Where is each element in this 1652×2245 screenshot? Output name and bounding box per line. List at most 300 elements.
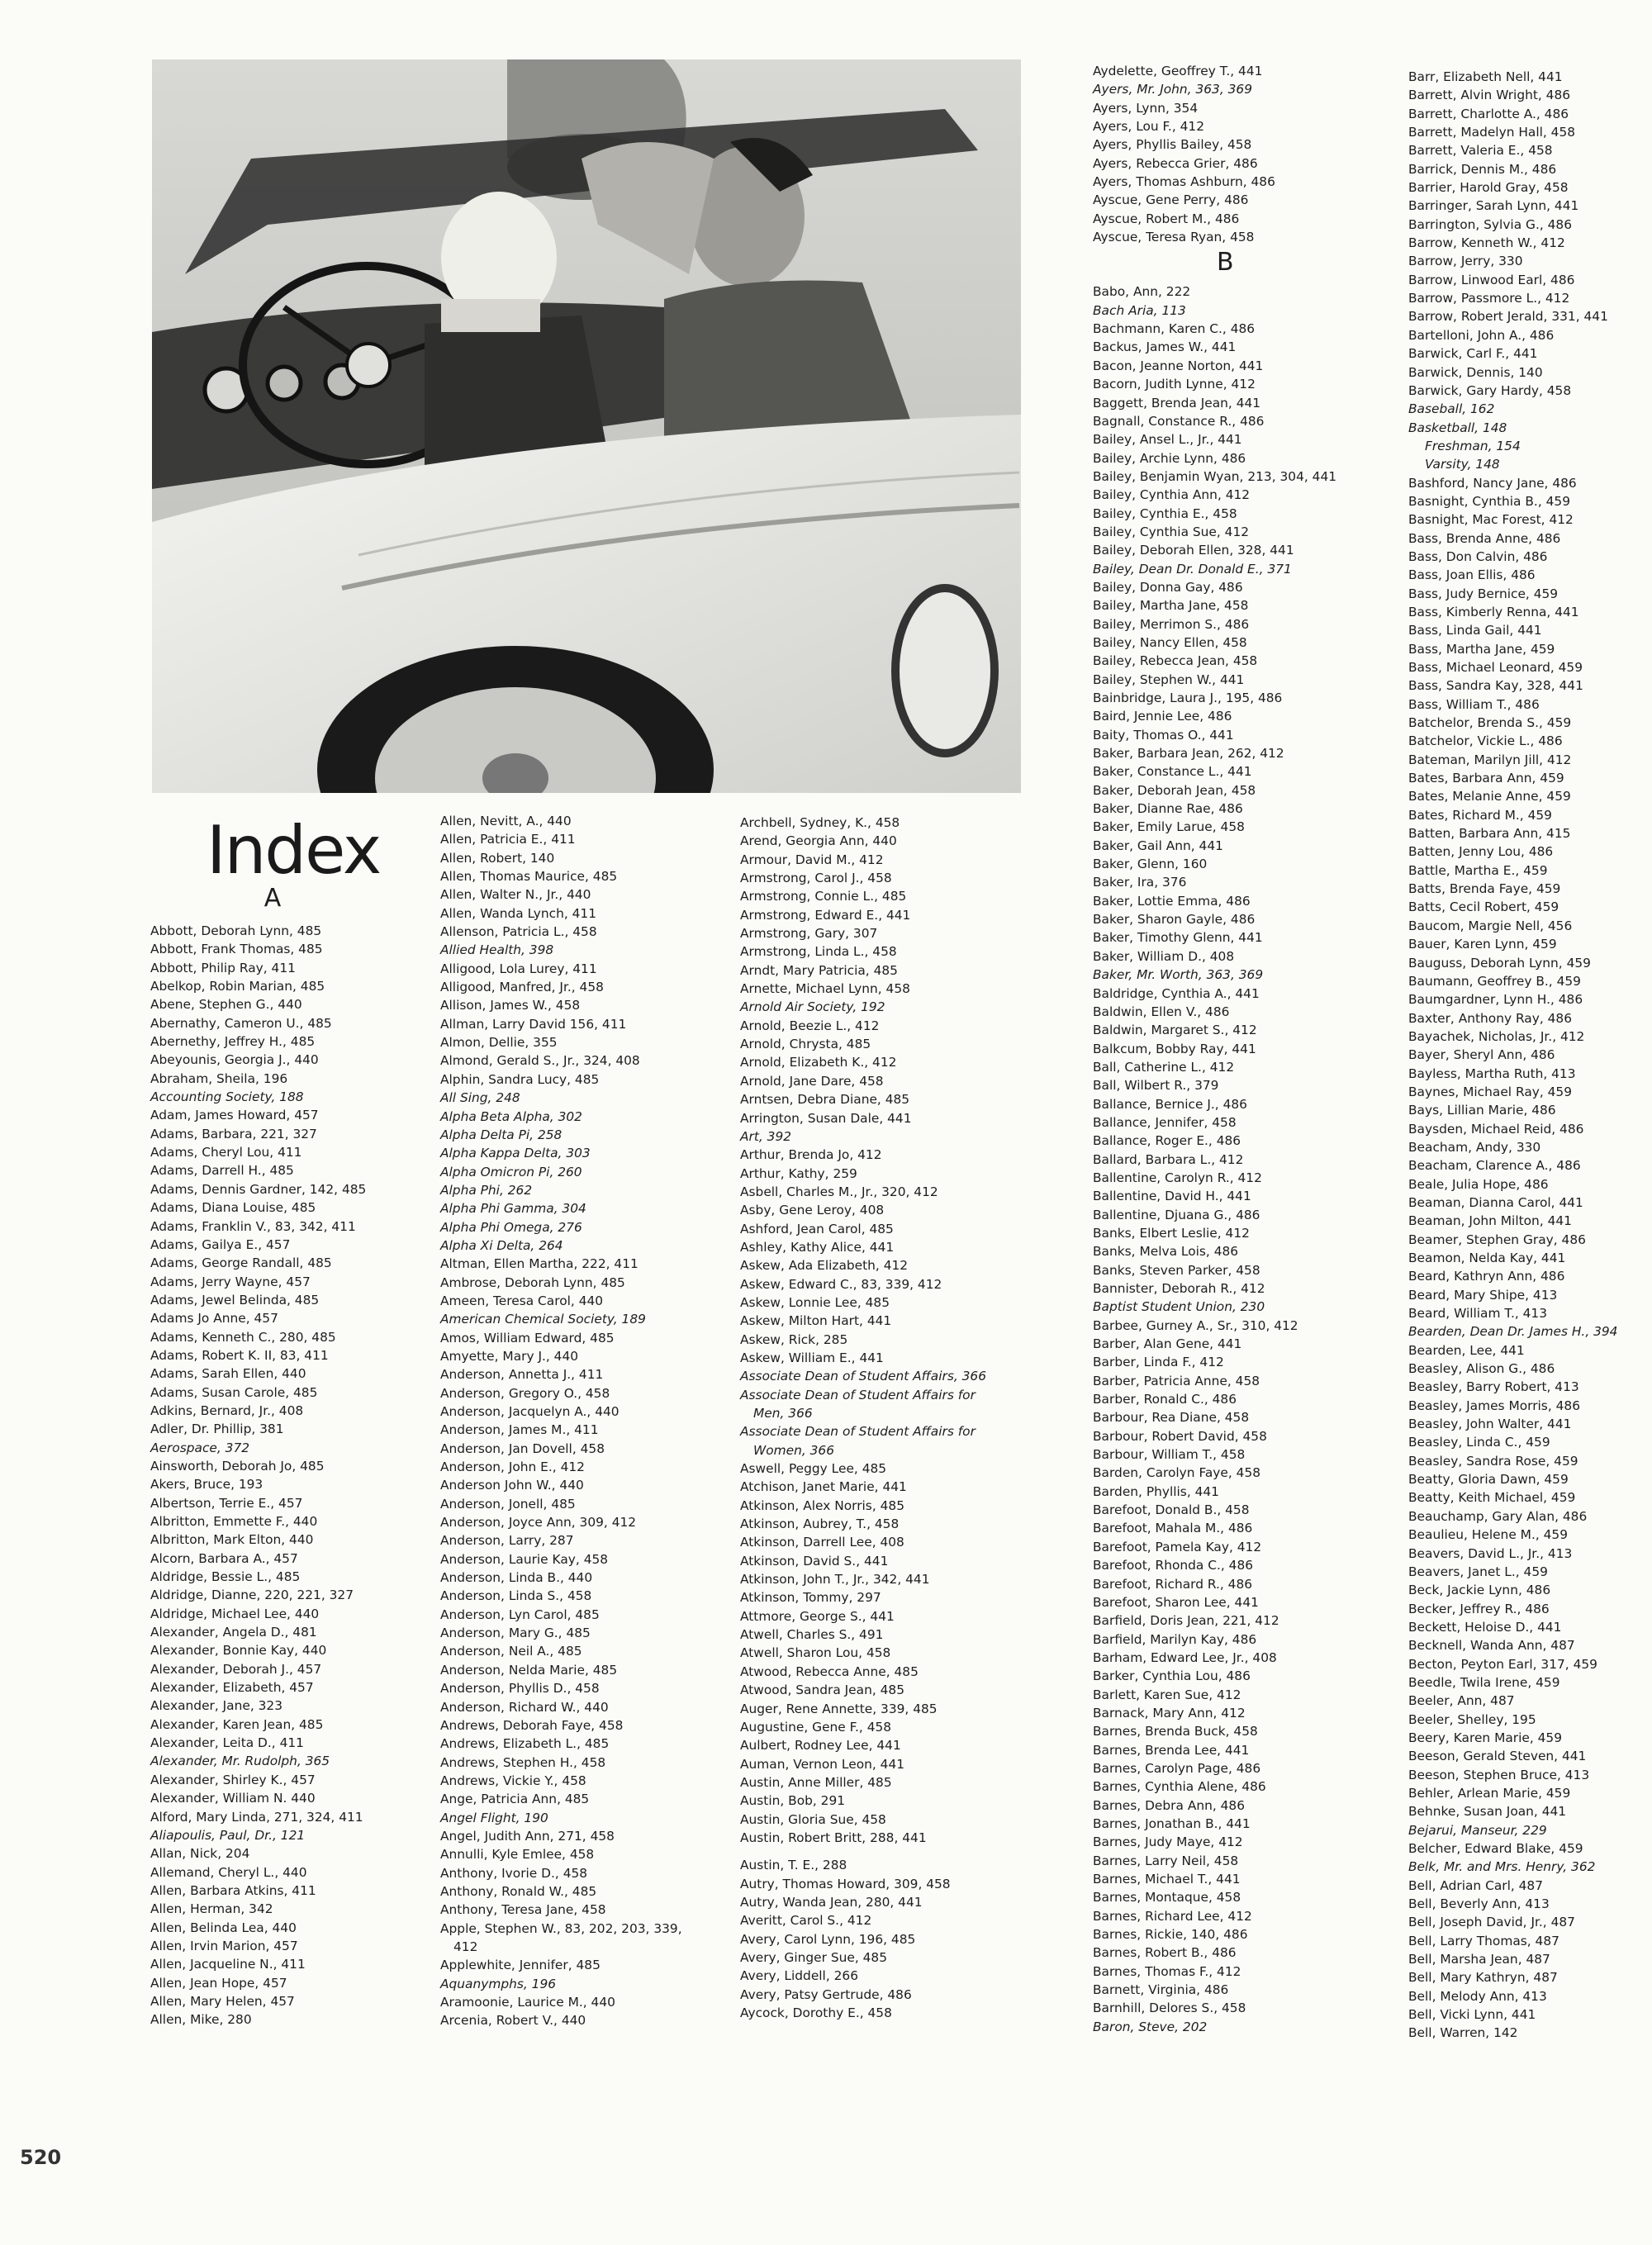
index-entry: Baucom, Margie Nell, 456 [1408, 918, 1573, 933]
index-entry: Allen, Walter N., Jr., 440 [440, 887, 591, 903]
index-entry: Ayers, Rebecca Grier, 486 [1093, 155, 1258, 171]
index-entry: Baxter, Anthony Ray, 486 [1408, 1010, 1573, 1026]
section-letter-b: B [1217, 248, 1234, 278]
index-entry: Barrett, Valeria E., 458 [1408, 143, 1553, 159]
index-entry: Anderson, Jacquelyn A., 440 [440, 1404, 620, 1419]
index-entry: Aswell, Peggy Lee, 485 [740, 1461, 887, 1477]
index-entry: Beeler, Ann, 487 [1408, 1693, 1515, 1709]
index-entry: Baumgardner, Lynn H., 486 [1408, 992, 1583, 1008]
index-entry: Arthur, Brenda Jo, 412 [740, 1147, 882, 1163]
index-entry: Allan, Nick, 204 [150, 1846, 250, 1862]
index-entry: Bauguss, Deborah Lynn, 459 [1408, 955, 1591, 971]
index-entry: Bass, Judy Bernice, 459 [1408, 586, 1559, 601]
index-entry: Ball, Wilbert R., 379 [1093, 1078, 1219, 1094]
index-entry: Barnes, Larry Neil, 458 [1093, 1853, 1239, 1868]
index-entry: 412 [453, 1939, 478, 1954]
index-entry: Allemand, Cheryl L., 440 [150, 1864, 307, 1880]
index-entry: Altman, Ellen Martha, 222, 411 [440, 1256, 638, 1272]
index-entry: Arnold, Elizabeth K., 412 [740, 1055, 897, 1070]
index-entry: Arnold, Chrysta, 485 [740, 1037, 871, 1052]
index-entry: Bayer, Sheryl Ann, 486 [1408, 1047, 1555, 1063]
index-entry: Beatty, Keith Michael, 459 [1408, 1490, 1576, 1506]
index-entry: Baldwin, Margaret S., 412 [1093, 1023, 1257, 1038]
index-entry: Barefoot, Rhonda C., 486 [1093, 1558, 1254, 1573]
index-entry: Anderson, Richard W., 440 [440, 1699, 609, 1715]
index-entry: Bailey, Stephen W., 441 [1093, 672, 1245, 687]
index-entry: Atwell, Charles S., 491 [740, 1627, 884, 1643]
index-entry: Bailey, Merrimon S., 486 [1093, 616, 1250, 632]
index-entry: Anderson, James M., 411 [440, 1422, 599, 1438]
index-entry: Bell, Larry Thomas, 487 [1408, 1933, 1559, 1948]
index-entry: Ballance, Bernice J., 486 [1093, 1096, 1247, 1112]
index-entry: Barefoot, Mahala M., 486 [1093, 1521, 1253, 1536]
index-entry: Aerospace, 372 [150, 1440, 250, 1455]
index-entry: Bearden, Dean Dr. James H., 394 [1408, 1324, 1618, 1340]
index-entry: Arndt, Mary Patricia, 485 [740, 962, 898, 978]
index-entry: Barefoot, Pamela Kay, 412 [1093, 1539, 1262, 1554]
index-entry: Associate Dean of Student Affairs for [740, 1387, 976, 1403]
index-entry: Ayers, Lou F., 412 [1093, 119, 1204, 135]
index-entry: Adams, George Randall, 485 [150, 1255, 332, 1271]
index-entry: Arntsen, Debra Diane, 485 [740, 1092, 910, 1108]
index-entry: Asby, Gene Leroy, 408 [740, 1203, 885, 1218]
index-entry: Ange, Patricia Ann, 485 [440, 1792, 590, 1807]
index-entry: Andrews, Stephen H., 458 [440, 1754, 606, 1770]
index-entry: Alpha Phi Omega, 276 [440, 1219, 582, 1235]
index-entry: Bagnall, Constance R., 486 [1093, 413, 1265, 429]
index-entry: Apple, Stephen W., 83, 202, 203, 339, [440, 1920, 682, 1936]
index-entry: Barnes, Carolyn Page, 486 [1093, 1760, 1261, 1776]
index-entry: Freshman, 154 [1425, 438, 1521, 453]
index-entry: Barnes, Robert B., 486 [1093, 1945, 1237, 1961]
index-entry: Beery, Karen Marie, 459 [1408, 1730, 1563, 1745]
index-entry: Barrett, Charlotte A., 486 [1408, 106, 1569, 121]
index-entry: Barrington, Sylvia G., 486 [1408, 216, 1573, 232]
index-entry: Alphin, Sandra Lucy, 485 [440, 1071, 600, 1087]
index-entry: Allman, Larry David 156, 411 [440, 1016, 627, 1032]
index-entry: Alexander, Bonnie Kay, 440 [150, 1643, 327, 1659]
index-entry: Barham, Edward Lee, Jr., 408 [1093, 1649, 1277, 1665]
index-entry: Barnes, Brenda Buck, 458 [1093, 1724, 1258, 1740]
index-entry: Banks, Steven Parker, 458 [1093, 1262, 1260, 1278]
index-entry: Atwell, Sharon Lou, 458 [740, 1645, 891, 1661]
index-entry: Baggett, Brenda Jean, 441 [1093, 395, 1261, 411]
index-entry: Allen, Herman, 342 [150, 1901, 273, 1917]
index-entry: Barrett, Alvin Wright, 486 [1408, 88, 1571, 103]
photo-convertible-car-icon [152, 59, 1021, 793]
index-entry: Archbell, Sydney, K., 458 [740, 815, 900, 830]
index-entry: Auman, Vernon Leon, 441 [740, 1756, 905, 1772]
index-entry: Angel, Judith Ann, 271, 458 [440, 1828, 615, 1844]
index-entry: Alpha Xi Delta, 264 [440, 1237, 563, 1253]
index-entry: Beasley, John Walter, 441 [1408, 1417, 1572, 1432]
index-entry: Austin, Bob, 291 [740, 1793, 846, 1809]
index-entry: Atkinson, Aubrey, T., 458 [740, 1516, 900, 1532]
index-entry: Beard, Kathryn Ann, 486 [1408, 1269, 1565, 1284]
index-entry: Bashford, Nancy Jane, 486 [1408, 475, 1577, 491]
index-entry: Battle, Martha E., 459 [1408, 862, 1548, 878]
index-entry: Barrow, Passmore L., 412 [1408, 291, 1570, 306]
index-entry: Aldridge, Bessie L., 485 [150, 1569, 301, 1585]
index-entry: Barwick, Carl F., 441 [1408, 346, 1538, 362]
index-entry: Bacon, Jeanne Norton, 441 [1093, 358, 1264, 373]
index-entry: Men, 366 [753, 1406, 813, 1421]
index-entry: Allen, Mike, 280 [150, 2012, 252, 2028]
index-entry: Auger, Rene Annette, 339, 485 [740, 1701, 938, 1716]
index-entry: Adams, Diana Louise, 485 [150, 1200, 316, 1216]
index-entry: Belk, Mr. and Mrs. Henry, 362 [1408, 1859, 1596, 1875]
index-entry: All Sing, 248 [440, 1090, 520, 1106]
index-entry: Bass, Kimberly Renna, 441 [1408, 604, 1579, 619]
index-entry: Anderson, Jonell, 485 [440, 1496, 576, 1512]
index-entry: Baker, Glenn, 160 [1093, 857, 1208, 872]
index-entry: Batchelor, Brenda S., 459 [1408, 715, 1572, 731]
index-entry: Barbour, Robert David, 458 [1093, 1428, 1267, 1444]
index-entry: Basnight, Cynthia B., 459 [1408, 493, 1570, 509]
index-entry: Bass, Sandra Kay, 328, 441 [1408, 678, 1583, 694]
index-entry: Baker, Dianne Rae, 486 [1093, 801, 1243, 817]
index-entry: Aquanymphs, 196 [440, 1976, 557, 1991]
index-entry: Barker, Cynthia Lou, 486 [1093, 1668, 1251, 1684]
index-entry: Anderson, Jan Dovell, 458 [440, 1441, 605, 1456]
index-entry: Alexander, Shirley K., 457 [150, 1772, 316, 1787]
index-entry: Askew, Ada Elizabeth, 412 [740, 1258, 909, 1274]
index-entry: Bejarui, Manseur, 229 [1408, 1822, 1547, 1838]
index-entry: Autry, Thomas Howard, 309, 458 [740, 1876, 951, 1891]
index-entry: Aramoonie, Laurice M., 440 [440, 1995, 615, 2010]
index-entry: Armstrong, Gary, 307 [740, 926, 878, 942]
index-entry: Barnes, Thomas F., 412 [1093, 1963, 1241, 1979]
index-entry: Arnold, Beezie L., 412 [740, 1018, 880, 1033]
index-entry: Bailey, Martha Jane, 458 [1093, 598, 1249, 614]
index-entry: Andrews, Deborah Faye, 458 [440, 1717, 624, 1733]
index-entry: Abbott, Philip Ray, 411 [150, 960, 296, 975]
index-entry: Beamon, Nelda Kay, 441 [1408, 1251, 1566, 1265]
index-entry: Alford, Mary Linda, 271, 324, 411 [150, 1809, 363, 1825]
index-entry: Anderson, Phyllis D., 458 [440, 1681, 600, 1697]
index-entry: Belcher, Edward Blake, 459 [1408, 1841, 1583, 1856]
index-entry: Alexander, Jane, 323 [150, 1698, 283, 1714]
index-entry: Bell, Marsha Jean, 487 [1408, 1952, 1550, 1967]
index-entry: Avery, Carol Lynn, 196, 485 [740, 1931, 916, 1947]
index-entry: Allen, Barbara Atkins, 411 [150, 1882, 316, 1898]
index-entry: Bays, Lillian Marie, 486 [1408, 1103, 1556, 1118]
index-entry: Barnes, Cynthia Alene, 486 [1093, 1779, 1266, 1795]
index-entry: Alexander, Angela D., 481 [150, 1625, 317, 1640]
index-entry: Adams, Jewel Belinda, 485 [150, 1292, 320, 1308]
index-entry: Applewhite, Jennifer, 485 [440, 1958, 601, 1973]
index-entry: Ballance, Jennifer, 458 [1093, 1114, 1237, 1130]
index-entry: Bass, William T., 486 [1408, 696, 1540, 712]
index-entry: Ayers, Thomas Ashburn, 486 [1093, 174, 1275, 190]
index-entry: Andrews, Elizabeth L., 485 [440, 1736, 610, 1752]
index-entry: Atkinson, Tommy, 297 [740, 1590, 881, 1606]
index-entry: Abeyounis, Georgia J., 440 [150, 1052, 319, 1068]
index-entry: Arcenia, Robert V., 440 [440, 2013, 586, 2029]
index-entry: Aycock, Dorothy E., 458 [740, 2005, 892, 2020]
index-entry: Banks, Melva Lois, 486 [1093, 1244, 1239, 1260]
index-entry: Albritton, Mark Elton, 440 [150, 1532, 314, 1548]
index-entry: Adams, Franklin V., 83, 342, 411 [150, 1218, 356, 1234]
index-entry: Bell, Melody Ann, 413 [1408, 1988, 1547, 2004]
index-entry: Women, 366 [753, 1442, 835, 1458]
index-entry: American Chemical Society, 189 [440, 1312, 646, 1327]
index-entry: Barefoot, Sharon Lee, 441 [1093, 1594, 1259, 1610]
index-entry: Art, 392 [740, 1128, 792, 1144]
index-entry: Bayachek, Nicholas, Jr., 412 [1408, 1028, 1585, 1044]
index-entry: Barbour, Rea Diane, 458 [1093, 1410, 1250, 1426]
convertible-car-photo [152, 59, 1021, 793]
index-entry: Barnes, Judy Maye, 412 [1093, 1834, 1243, 1850]
index-entry: Askew, William E., 441 [740, 1350, 884, 1365]
index-entry: Accounting Society, 188 [150, 1089, 304, 1105]
index-entry: Anthony, Ivorie D., 458 [440, 1865, 588, 1881]
index-entry: Barber, Linda F., 412 [1093, 1355, 1224, 1370]
index-entry: Bailey, Cynthia E., 458 [1093, 505, 1237, 521]
index-entry: Bearden, Lee, 441 [1408, 1342, 1525, 1358]
section-letter-a: A [263, 884, 282, 913]
index-entry: Barefoot, Donald B., 458 [1093, 1502, 1250, 1518]
index-entry: Ashford, Jean Carol, 485 [740, 1221, 894, 1236]
index-entry: Barrett, Madelyn Hall, 458 [1408, 125, 1576, 140]
index-column-5 [1408, 68, 1617, 2043]
index-entry: Allen, Patricia E., 411 [440, 832, 576, 847]
index-entry: Allen, Nevitt, A., 440 [440, 814, 572, 828]
index-entry: Allen, Thomas Maurice, 485 [440, 869, 618, 885]
index-entry: Becknell, Wanda Ann, 487 [1408, 1638, 1575, 1654]
index-entry: Alpha Delta Pi, 258 [440, 1127, 563, 1142]
index-entry: Barnes, Rickie, 140, 486 [1093, 1927, 1248, 1943]
index-entry: Barber, Ronald C., 486 [1093, 1392, 1237, 1407]
index-entry: Andrews, Vickie Y., 458 [440, 1773, 586, 1788]
index-entry: Batts, Cecil Robert, 459 [1408, 899, 1559, 915]
index-entry: Barrow, Linwood Earl, 486 [1408, 272, 1575, 287]
index-entry: Aldridge, Michael Lee, 440 [150, 1606, 320, 1621]
index-entry: Bailey, Cynthia Sue, 412 [1093, 524, 1250, 539]
index-entry: Bayless, Martha Ruth, 413 [1408, 1066, 1576, 1081]
index-entry: Bates, Barbara Ann, 459 [1408, 771, 1564, 786]
index-column-1 [150, 922, 366, 2029]
index-entry: Avery, Liddell, 266 [740, 1968, 858, 1984]
index-entry: Anderson, Neil A., 485 [440, 1644, 582, 1659]
index-entry: Adkins, Bernard, Jr., 408 [150, 1403, 304, 1418]
index-entry: Bauer, Karen Lynn, 459 [1408, 937, 1557, 952]
index-entry: Attmore, George S., 441 [740, 1608, 895, 1624]
index-entry: Behnke, Susan Joan, 441 [1408, 1804, 1567, 1820]
index-entry: Austin, T. E., 288 [740, 1858, 847, 1873]
index-entry: Abbott, Frank Thomas, 485 [150, 942, 323, 957]
index-entry: Barrick, Dennis M., 486 [1408, 161, 1557, 177]
index-entry: Behler, Arlean Marie, 459 [1408, 1785, 1571, 1801]
index-entry: Batts, Brenda Faye, 459 [1408, 881, 1561, 897]
index-entry: Beasley, Linda C., 459 [1408, 1435, 1550, 1450]
index-entry: Beasley, Barry Robert, 413 [1408, 1379, 1579, 1395]
index-entry: Atwood, Rebecca Anne, 485 [740, 1664, 919, 1679]
index-entry: Bateman, Marilyn Jill, 412 [1408, 752, 1572, 767]
index-entry: Baldridge, Cynthia A., 441 [1093, 985, 1260, 1001]
index-entry: Barefoot, Richard R., 486 [1093, 1576, 1253, 1592]
index-entry: Atkinson, Darrell Lee, 408 [740, 1535, 904, 1550]
index-entry: Arend, Georgia Ann, 440 [740, 833, 897, 849]
index-entry: Austin, Gloria Sue, 458 [740, 1811, 886, 1827]
index-entry: Bass, Don Calvin, 486 [1408, 548, 1548, 564]
index-entry: Anderson, Larry, 287 [440, 1533, 574, 1549]
index-entry: Barden, Phyllis, 441 [1093, 1483, 1219, 1499]
index-entry: Barnes, Richard Lee, 412 [1093, 1908, 1252, 1924]
index-entry: Baker, Constance L., 441 [1093, 764, 1252, 780]
index-entry: Abernethy, Jeffrey H., 485 [150, 1034, 316, 1050]
index-entry: Anderson, Mary G., 485 [440, 1626, 591, 1641]
index-entry: Anderson, Lyn Carol, 485 [440, 1607, 600, 1622]
index-entry: Beaman, John Milton, 441 [1408, 1213, 1572, 1229]
index-entry: Beck, Jackie Lynn, 486 [1408, 1583, 1551, 1598]
index-entry: Baker, Deborah Jean, 458 [1093, 782, 1256, 798]
index-entry: Anderson, Linda S., 458 [440, 1588, 592, 1604]
index-entry: Adams, Darrell H., 485 [150, 1163, 294, 1179]
index-entry: Allen, Robert, 140 [440, 850, 555, 866]
index-entry: Ballance, Roger E., 486 [1093, 1133, 1241, 1149]
index-entry: Barnes, Montaque, 458 [1093, 1890, 1241, 1906]
index-entry: Beard, William T., 413 [1408, 1306, 1547, 1322]
index-entry: Alligood, Lola Lurey, 411 [440, 961, 597, 976]
index-entry: Basnight, Mac Forest, 412 [1408, 512, 1574, 528]
index-entry: Bailey, Cynthia Ann, 412 [1093, 487, 1251, 503]
index-entry: Ambrose, Deborah Lynn, 485 [440, 1274, 625, 1290]
index-entry: Allen, Wanda Lynch, 411 [440, 905, 596, 921]
index-entry: Beavers, Janet L., 459 [1408, 1564, 1548, 1579]
index-entry: Beedle, Twila Irene, 459 [1408, 1674, 1560, 1690]
index-entry: Bailey, Rebecca Jean, 458 [1093, 653, 1258, 669]
index-entry: Avery, Patsy Gertrude, 486 [740, 1986, 912, 2002]
index-entry: Barber, Alan Gene, 441 [1093, 1336, 1242, 1352]
index-entry: Angel Flight, 190 [440, 1810, 548, 1825]
index-entry: Bates, Melanie Anne, 459 [1408, 789, 1571, 804]
index-entry: Beasley, James Morris, 486 [1408, 1398, 1580, 1413]
index-entry: Anderson, Gregory O., 458 [440, 1385, 610, 1401]
index-entry: Allison, James W., 458 [440, 998, 581, 1013]
index-entry: Austin, Robert Britt, 288, 441 [740, 1830, 927, 1845]
index-entry: Varsity, 148 [1425, 457, 1500, 472]
index-entry: Barrow, Kenneth W., 412 [1408, 235, 1565, 251]
index-entry: Atchison, Janet Marie, 441 [740, 1479, 907, 1495]
index-entry: Becker, Jeffrey R., 486 [1408, 1601, 1550, 1616]
index-entry: Barr, Elizabeth Nell, 441 [1408, 69, 1563, 84]
index-entry: Beeler, Shelley, 195 [1408, 1711, 1536, 1727]
index-entry: Barrow, Jerry, 330 [1408, 254, 1523, 269]
index-entry: Bartelloni, John A., 486 [1408, 327, 1555, 343]
index-entry: Barber, Patricia Anne, 458 [1093, 1373, 1260, 1388]
index-entry: Baseball, 162 [1408, 401, 1495, 417]
index-entry: Allenson, Patricia L., 458 [440, 924, 597, 940]
index-entry: Barnes, Michael T., 441 [1093, 1872, 1241, 1887]
index-entry: Bailey, Benjamin Wyan, 213, 304, 441 [1093, 468, 1337, 484]
index-entry: Allen, Jean Hope, 457 [150, 1975, 287, 1991]
index-entry: Bates, Richard M., 459 [1408, 807, 1552, 823]
index-entry: Atkinson, John T., Jr., 342, 441 [740, 1572, 930, 1588]
index-entry: Adams Jo Anne, 457 [150, 1311, 278, 1327]
index-entry: Anderson, Laurie Kay, 458 [440, 1551, 609, 1567]
index-entry: Beard, Mary Shipe, 413 [1408, 1287, 1558, 1303]
index-entry: Bailey, Nancy Ellen, 458 [1093, 634, 1247, 650]
index-entry: Baker, William D., 408 [1093, 948, 1235, 964]
index-entry: Bachmann, Karen C., 486 [1093, 321, 1256, 337]
index-entry: Bass, Brenda Anne, 486 [1408, 530, 1561, 546]
index-entry: Adams, Dennis Gardner, 142, 485 [150, 1181, 367, 1197]
index-entry: Atkinson, David S., 441 [740, 1553, 889, 1569]
index-entry: Ayscue, Robert M., 486 [1093, 211, 1240, 226]
index-entry: Barnes, Debra Ann, 486 [1093, 1797, 1246, 1813]
index-entry: Bass, Michael Leonard, 459 [1408, 660, 1583, 675]
index-entry: Anderson, Annetta J., 411 [440, 1367, 604, 1383]
index-entry: Askew, Lonnie Lee, 485 [740, 1294, 890, 1310]
index-entry: Barwick, Gary Hardy, 458 [1408, 382, 1572, 398]
index-entry: Barlett, Karen Sue, 412 [1093, 1687, 1241, 1702]
index-entry: Baity, Thomas O., 441 [1093, 727, 1234, 743]
index-entry: Batchelor, Vickie L., 486 [1408, 733, 1563, 749]
index-entry: Batten, Jenny Lou, 486 [1408, 844, 1554, 860]
index-entry: Barfield, Marilyn Kay, 486 [1093, 1631, 1257, 1647]
index-entry: Baron, Steve, 202 [1093, 2019, 1208, 2034]
index-entry: Atwood, Sandra Jean, 485 [740, 1683, 904, 1698]
index-entry: Beacham, Clarence A., 486 [1408, 1158, 1581, 1174]
index-entry: Alpha Phi, 262 [440, 1182, 533, 1198]
index-entry: Ayers, Mr. John, 363, 369 [1093, 82, 1252, 97]
index-entry: Autry, Wanda Jean, 280, 441 [740, 1894, 923, 1910]
index-entry: Barbee, Gurney A., Sr., 310, 412 [1093, 1317, 1298, 1333]
index-entry: Allen, Mary Helen, 457 [150, 1993, 295, 2009]
index-entry: Baker, Lottie Emma, 486 [1093, 893, 1251, 909]
index-entry: Augustine, Gene F., 458 [740, 1719, 892, 1735]
index-entry: Alligood, Manfred, Jr., 458 [440, 980, 604, 995]
index-entry: Baker, Sharon Gayle, 486 [1093, 912, 1256, 928]
index-entry: Arrington, Susan Dale, 441 [740, 1110, 912, 1126]
index-entry: Ballard, Barbara L., 412 [1093, 1151, 1244, 1167]
index-entry: Bass, Joan Ellis, 486 [1408, 567, 1536, 583]
index-entry: Adams, Robert K. II, 83, 411 [150, 1347, 329, 1363]
index-entry: Beatty, Gloria Dawn, 459 [1408, 1472, 1569, 1488]
index-entry: Ballentine, David H., 441 [1093, 1189, 1251, 1204]
index-entry: Arnette, Michael Lynn, 458 [740, 981, 910, 997]
index-entry: Barnett, Virginia, 486 [1093, 1982, 1229, 1998]
index-title: Index [206, 812, 381, 889]
index-entry: Avery, Ginger Sue, 485 [740, 1949, 887, 1965]
index-entry: Allen, Irvin Marion, 457 [150, 1938, 298, 1953]
index-entry: Arnold Air Society, 192 [740, 999, 885, 1015]
index-entry: Averitt, Carol S., 412 [740, 1913, 872, 1929]
index-entry: Bainbridge, Laura J., 195, 486 [1093, 691, 1283, 705]
index-entry: Bailey, Donna Gay, 486 [1093, 579, 1243, 595]
index-entry: Anderson, Linda B., 440 [440, 1570, 593, 1586]
index-entry: Batten, Barbara Ann, 415 [1408, 826, 1571, 842]
index-entry: Alpha Beta Alpha, 302 [440, 1108, 582, 1124]
index-entry: Associate Dean of Student Affairs for [740, 1424, 976, 1440]
index-entry: Beeson, Stephen Bruce, 413 [1408, 1767, 1590, 1782]
index-entry: Allen, Jacqueline N., 411 [150, 1957, 306, 1972]
index-entry: Beacham, Andy, 330 [1408, 1139, 1541, 1155]
index-entry: Baker, Ira, 376 [1093, 875, 1187, 890]
index-entry: Aulbert, Rodney Lee, 441 [740, 1738, 901, 1754]
index-entry: Adams, Susan Carole, 485 [150, 1384, 318, 1400]
index-entry: Abbott, Deborah Lynn, 485 [150, 923, 322, 938]
index-entry: Armstrong, Connie L., 485 [740, 889, 907, 904]
index-entry: Bailey, Archie Lynn, 486 [1093, 450, 1246, 466]
index-entry: Ayscue, Gene Perry, 486 [1093, 192, 1249, 208]
index-entry: Beaman, Dianna Carol, 441 [1408, 1194, 1583, 1210]
index-entry: Barnack, Mary Ann, 412 [1093, 1705, 1246, 1721]
index-entry: Bach Aria, 113 [1093, 302, 1186, 318]
index-entry: Amyette, Mary J., 440 [440, 1348, 579, 1364]
index-entry: Alpha Kappa Delta, 303 [440, 1146, 591, 1161]
